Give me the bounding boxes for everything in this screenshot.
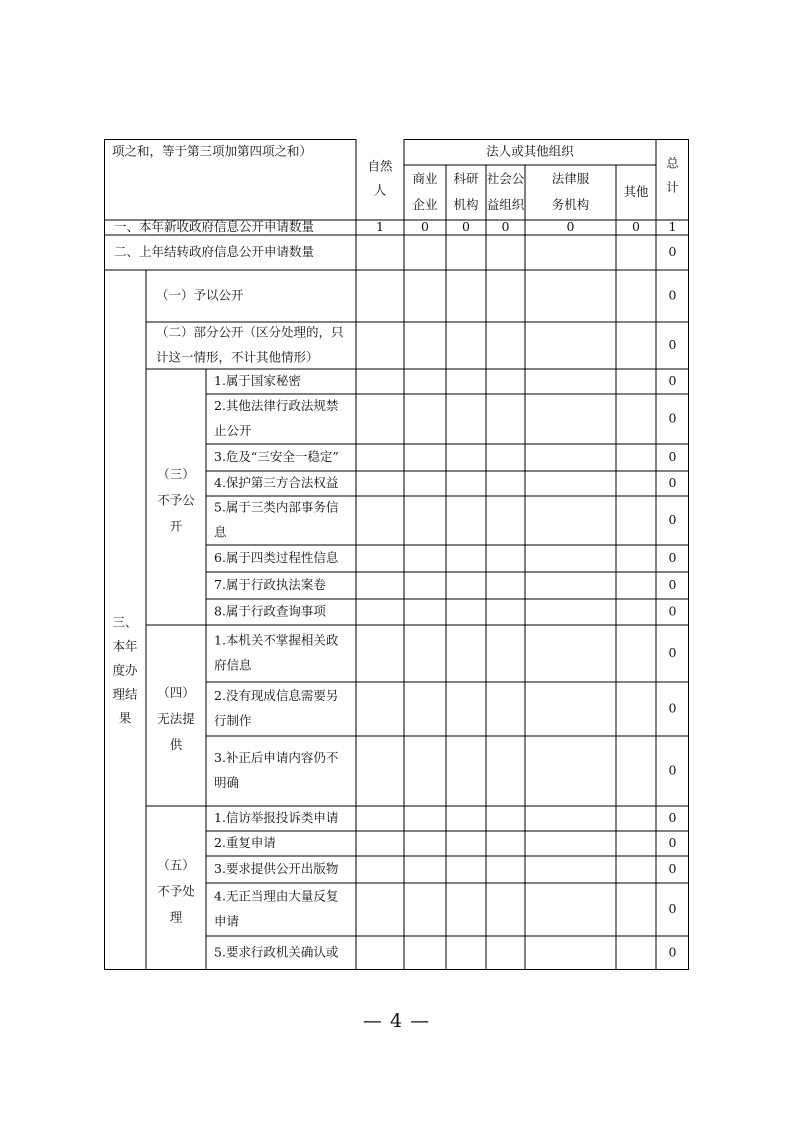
row-label: 5.要求行政机关确认或: [214, 944, 339, 960]
row-value: 0: [421, 219, 429, 234]
row-value: 0: [668, 700, 677, 716]
header-natural-person: 人: [373, 182, 387, 198]
row-label: 息: [214, 524, 227, 540]
group-label: 理: [169, 909, 183, 925]
row-value: 0: [668, 337, 677, 352]
group-label: （三）: [157, 466, 195, 482]
row-label: 4.无正当理由大量反复: [214, 888, 339, 904]
row-label: 府信息: [214, 657, 252, 673]
section-three-label: 果: [118, 710, 132, 726]
row-label: 申请: [214, 913, 240, 929]
page-number: — 4 —: [362, 1010, 431, 1032]
row-label: 止公开: [214, 423, 252, 438]
row-value: 0: [668, 603, 677, 619]
row-label: 行制作: [214, 713, 252, 728]
row-label: （一）予以公开: [156, 287, 244, 303]
row-value: 0: [668, 244, 677, 259]
section-three-label: 度办: [112, 662, 138, 678]
section-three-label: 理结: [112, 686, 138, 702]
row-value: 0: [668, 645, 677, 660]
row-value: 0: [668, 550, 677, 565]
row-value: 0: [668, 810, 677, 825]
row-value: 0: [668, 577, 677, 592]
row-label: 5.属于三类内部事务信: [214, 499, 339, 515]
section-three-label: 本年: [112, 638, 138, 654]
row-label: 2.其他法律行政法规禁: [214, 398, 339, 413]
row-label: 8.属于行政查询事项: [214, 603, 326, 619]
row-value: 0: [501, 219, 510, 234]
row-label: 一、本年新收政府信息公开申请数量: [114, 219, 315, 234]
row-value: 0: [668, 512, 677, 527]
header-sub-column: 务机构: [551, 197, 590, 212]
section-three-label: 三、: [112, 614, 138, 630]
row-label: 二、上年结转政府信息公开申请数量: [114, 244, 315, 259]
row-label: 3.补正后申请内容仍不: [214, 750, 339, 765]
row-label: （二）部分公开（区分处理的，只: [156, 324, 344, 340]
row-label: 2.重复申请: [214, 835, 276, 850]
row-value: 0: [668, 373, 677, 388]
row-label: 计这一情形，不计其他情形）: [156, 349, 319, 365]
row-label: 2.没有现成信息需要另: [214, 688, 339, 703]
group-label: 不予处: [157, 883, 195, 899]
row-value: 0: [668, 901, 677, 916]
header-legal-group: 法人或其他组织: [486, 143, 574, 159]
row-label: 7.属于行政执法案卷: [214, 577, 326, 592]
row-value: 0: [668, 835, 677, 850]
group-label: 无法提: [157, 711, 195, 726]
row-label: 1.属于国家秘密: [214, 373, 301, 388]
group-label: （五）: [157, 857, 195, 873]
row-label: 1.本机关不掌握相关政: [214, 632, 339, 648]
row-label: 6.属于四类过程性信息: [214, 550, 339, 565]
row-value: 1: [376, 219, 384, 234]
header-corner-label: 项之和，等于第三项加第四项之和）: [112, 143, 313, 159]
row-value: 0: [668, 287, 677, 303]
group-label: 开: [169, 518, 183, 534]
header-sub-column: 企业: [412, 197, 438, 212]
disclosure-statistics-table: [104, 139, 689, 970]
row-label: 4.保护第三方合法权益: [214, 475, 339, 490]
row-label: 3.要求提供公开出版物: [214, 861, 339, 876]
row-value: 0: [632, 219, 640, 234]
row-value: 0: [668, 475, 677, 490]
header-sub-column: 益组织: [486, 197, 525, 212]
header-sub-column: 法律服: [551, 171, 590, 186]
row-label: 1.信访举报投诉类申请: [214, 810, 339, 825]
row-value: 0: [668, 944, 677, 960]
header-natural-person: 自然: [367, 158, 393, 174]
row-label: 明确: [214, 775, 240, 790]
row-label: 3.危及“三安全一稳定”: [214, 449, 339, 464]
row-value: 0: [668, 762, 677, 778]
group-label: （四）: [157, 685, 195, 700]
row-value: 0: [668, 861, 677, 876]
row-value: 0: [668, 449, 677, 464]
header-sub-column: 其他: [623, 184, 649, 199]
group-label: 供: [169, 737, 183, 752]
row-value: 1: [668, 219, 677, 234]
header-sub-column: 社会公: [486, 171, 525, 186]
row-value: 0: [566, 219, 575, 234]
header-sub-column: 机构: [453, 197, 479, 212]
header-sub-column: 科研: [453, 171, 479, 186]
header-sub-column: 商业: [412, 171, 438, 186]
row-value: 0: [668, 410, 677, 426]
group-label: 不予公: [157, 492, 195, 508]
row-value: 0: [462, 219, 470, 234]
header-total: 计: [666, 179, 679, 195]
header-total: 总: [666, 155, 679, 171]
